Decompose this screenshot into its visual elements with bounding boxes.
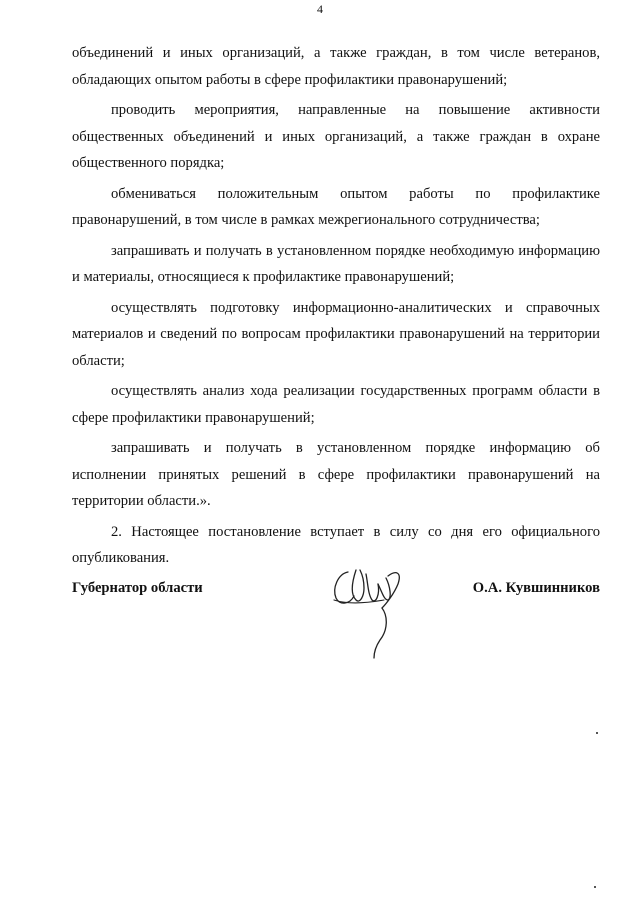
page-number: 4 [317, 2, 323, 16]
document-body [72, 40, 600, 572]
paragraph: запрашивать и получать в установленном порядке необходимую информацию и материалы, относящиеся к профилактике правонарушений; [72, 242, 600, 285]
paragraph: осуществлять подготовку информационно-аналитических и справочных материалов и сведений по вопросам профилактики правонарушений на территории области; [72, 299, 600, 369]
paragraph: обмениваться положительным опытом работы по профилактике правонарушений, в том числе в рамках межрегионального сотрудничества; [72, 185, 600, 228]
signatory-name: О.А. Кувшинников [472, 580, 600, 596]
paragraph: запрашивать и получать в установленном порядке информацию об исполнении принятых решений в сфере профилактики правонарушений на территории области.». [72, 440, 600, 509]
signatory-title: Губернатор области [72, 580, 203, 596]
paragraph: проводить мероприятия, направленные на повышение активности общественных объединений и иных организаций, а также граждан в охране общественного порядка; [72, 102, 600, 171]
paragraph: осуществлять анализ хода реализации государственных программ области в сфере профилактики правонарушений; [72, 383, 600, 426]
paragraph-effective-date: 2. Настоящее постановление вступает в силу со дня его официального опубликования. [72, 523, 600, 566]
paragraph-continuation: объединений и иных организаций, а также граждан, в том числе ветеранов, обладающих опытом работы в сфере профилактики правонарушений; [72, 45, 600, 88]
handwritten-signature [326, 560, 416, 660]
scan-speck [596, 732, 598, 734]
scan-speck [594, 886, 596, 888]
